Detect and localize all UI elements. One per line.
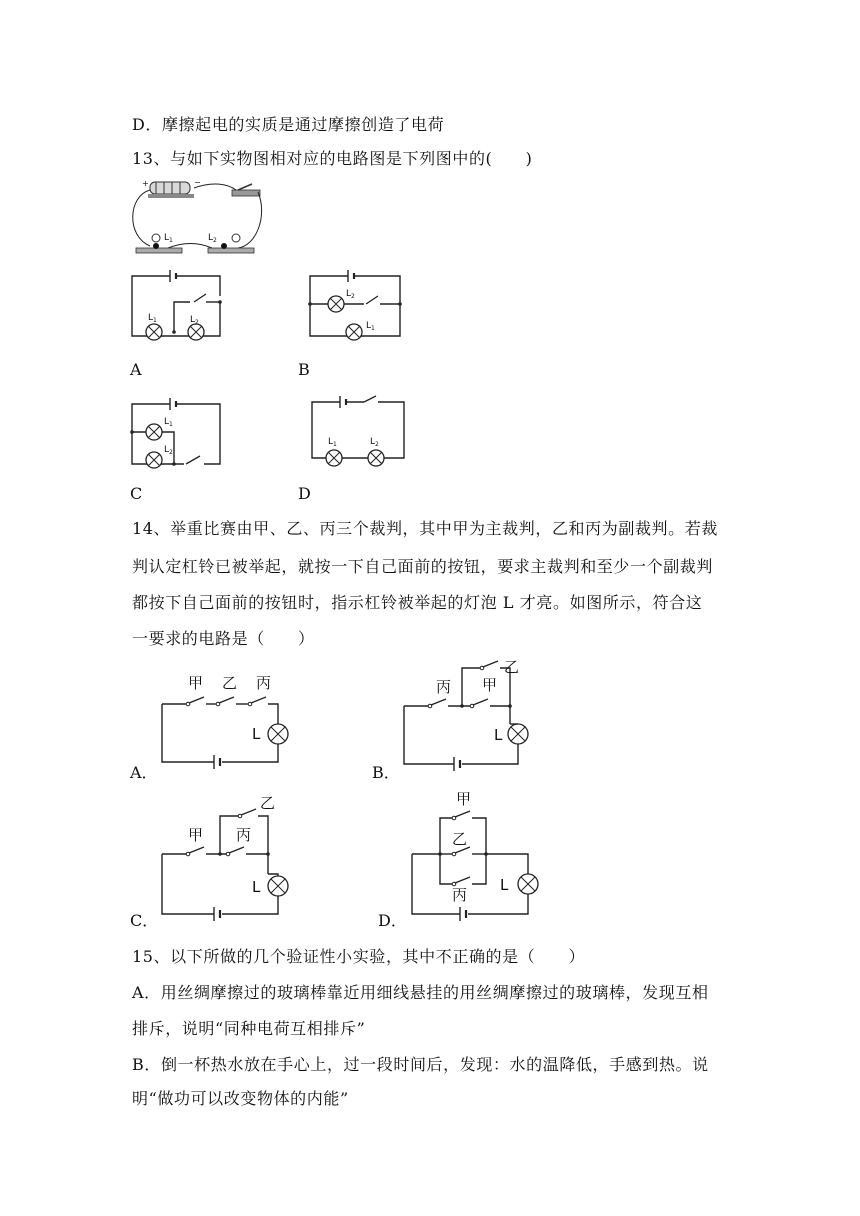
q14-circuit-c — [158, 794, 298, 924]
q13-circuit-c — [128, 394, 228, 474]
q14-circuit-d — [404, 788, 554, 924]
q13-option-d: D — [298, 484, 311, 503]
q14-option-b: B． — [372, 763, 400, 782]
svg-text:−: − — [194, 178, 201, 187]
svg-text:甲: 甲 — [456, 790, 472, 808]
q13-stem: 13、与如下实物图相对应的电路图是下列图中的( ) — [132, 149, 533, 168]
q13-circuit-b — [306, 266, 406, 346]
q15-option-a-line-2: 排斥，说明“同种电荷互相排斥” — [132, 1019, 366, 1038]
svg-text:L1: $L_1$ — [164, 417, 173, 428]
svg-text:L: L — [500, 876, 509, 894]
svg-text:L1: $L_1$ — [366, 321, 375, 332]
svg-text:L2: $L_2$ — [208, 233, 217, 244]
q13-physical-circuit-picture — [128, 176, 268, 260]
svg-text:乙: 乙 — [260, 794, 276, 812]
svg-text:乙: 乙 — [504, 658, 520, 676]
svg-text:L1: $L_1$ — [328, 437, 337, 448]
q13-circuit-a — [128, 266, 228, 346]
q15-option-a-line-1: A．用丝绸摩擦过的玻璃棒靠近用细线悬挂的用丝绸摩擦过的玻璃棒，发现互相 — [132, 983, 709, 1002]
svg-text:+: + — [142, 179, 149, 188]
svg-text:甲: 甲 — [188, 826, 204, 844]
q13-option-a: A — [130, 360, 142, 379]
q14-option-a: A． — [130, 763, 158, 782]
svg-text:丙: 丙 — [452, 886, 468, 904]
svg-text:L1: $L_1$ — [148, 313, 157, 324]
q12-option-d: D．摩擦起电的实质是通过摩擦创造了电荷 — [132, 115, 445, 134]
svg-text:L: L — [494, 726, 503, 744]
q14-circuit-b — [398, 648, 538, 772]
q14-stem-2: 判认定杠铃已被举起，就按一下自己面前的按钮，要求主裁判和至少一个副裁判 — [132, 557, 714, 576]
svg-text:L2: $L_2$ — [370, 437, 379, 448]
q14-option-c: C． — [130, 911, 159, 930]
svg-text:L2: $L_2$ — [164, 445, 173, 456]
q13-option-b: B — [298, 360, 310, 379]
svg-text:甲: 甲 — [482, 676, 498, 694]
svg-text:甲: 甲 — [188, 674, 204, 692]
q14-circuit-a — [158, 670, 298, 770]
q14-stem-4: 一要求的电路是（ ） — [132, 629, 315, 648]
svg-text:丙: 丙 — [236, 826, 252, 844]
svg-text:丙: 丙 — [436, 678, 452, 696]
q15-option-b-line-1: B．倒一杯热水放在手心上，过一段时间后，发现：水的温降低，手感到热。说 — [132, 1055, 709, 1074]
q14-option-d: D． — [378, 911, 407, 930]
svg-text:L2: $L_2$ — [346, 289, 355, 300]
q14-stem-3: 都按下自己面前的按钮时，指示杠铃被举起的灯泡 L 才亮。如图所示，符合这 — [132, 593, 703, 612]
svg-text:乙: 乙 — [222, 674, 238, 692]
svg-text:L1: $L_1$ — [164, 233, 173, 244]
svg-text:L: L — [252, 725, 261, 743]
svg-text:乙: 乙 — [452, 830, 468, 848]
svg-text:丙: 丙 — [256, 674, 272, 692]
q15-stem: 15、以下所做的几个验证性小实验，其中不正确的是（ ） — [132, 947, 586, 966]
q14-stem-1: 14、举重比赛由甲、乙、丙三个裁判，其中甲为主裁判，乙和丙为副裁判。若裁 — [132, 519, 718, 538]
q13-circuit-d — [306, 394, 406, 474]
q13-option-c: C — [130, 484, 143, 503]
svg-text:L: L — [252, 878, 261, 896]
svg-text:L2: $L_2$ — [190, 315, 199, 326]
q15-option-b-line-2: 明“做功可以改变物体的内能” — [132, 1089, 349, 1108]
